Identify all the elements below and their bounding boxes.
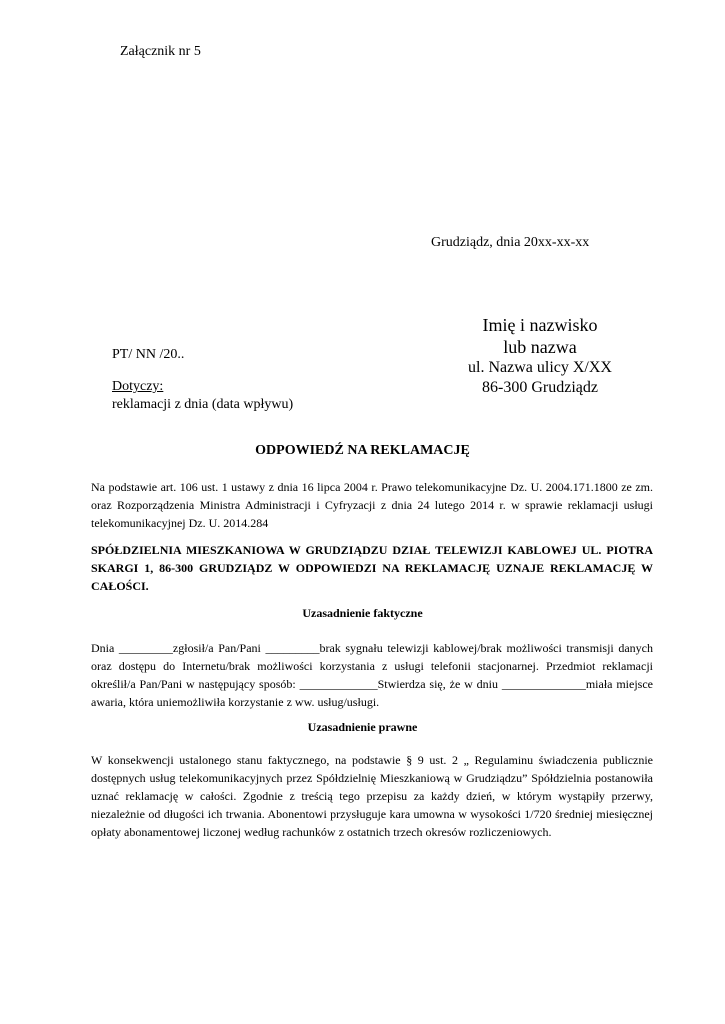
legal-justification-heading: Uzasadnienie prawne	[307, 720, 418, 734]
legal-basis-intro-paragraph: Na podstawie art. 106 ust. 1 ustawy z dnia 16 lipca 2004 r. Prawo telekomunikacyjne Dz. U. 2004.171.1800 ze zm. oraz Rozporządzenia Ministra Administracji i Cyfryzacji z dnia 24 lutego 2014 r. w sprawie reklamacji usługi telekomunikacyjnej Dz. U. 2014.284	[91, 480, 653, 530]
concerns-block	[112, 378, 293, 414]
recipient-name: Imię i nazwisko	[482, 315, 598, 335]
reference-number: PT/ NN /20..	[112, 347, 185, 362]
recipient-city: 86-300 Grudziądz	[482, 379, 598, 396]
place-and-date: Grudziądz, dnia 20xx-xx-xx	[431, 235, 590, 250]
recipient-address-block	[440, 314, 640, 398]
document-title: ODPOWIEDŹ NA REKLAMACJĘ	[255, 443, 470, 458]
concerns-text: reklamacji z dnia (data wpływu)	[112, 397, 294, 412]
recipient-name-alt: lub nazwa	[503, 337, 577, 357]
attachment-label: Załącznik nr 5	[120, 44, 201, 59]
factual-justification-heading: Uzasadnienie faktyczne	[302, 606, 423, 620]
factual-justification-paragraph: Dnia _________zgłosił/a Pan/Pani _________brak sygnału telewizji kablowej/brak możliwości transmisji danych oraz dostępu do Internetu/brak możliwości korzystania z usługi telefonii stacjonarnej. Przedmiot reklamacji określił/a Pan/Pani w następujący sposób: _____________Stwierdza się, że w dniu ______________miała miejsce awaria, która uniemożliwiła korzystanie z ww. usług/usługi.	[91, 641, 653, 709]
legal-justification-paragraph: W konsekwencji ustalonego stanu faktycznego, na podstawie § 9 ust. 2 „ Regulaminu świadczenia publicznie dostępnych usług telekomunikacyjnych przez Spółdzielnię Mieszkaniową w Grudziądzu” Spółdzielnia postanowiła uznać reklamację w całości. Zgodnie z treścią tego przepisu za każdy dzień, w którym wystąpiły przerwy, niezależnie od długości ich trwania. Abonentowi przysługuje kara umowna w wysokości 1/720 średniej miesięcznej opłaty abonamentowej liczonej według rachunków z ostatnich trzech okresów rozliczeniowych.	[91, 753, 653, 839]
concerns-label: Dotyczy:	[112, 379, 164, 394]
decision-paragraph: SPÓŁDZIELNIA MIESZKANIOWA W GRUDZIĄDZU DZIAŁ TELEWIZJI KABLOWEJ UL. PIOTRA SKARGI 1, 86-300 GRUDZIĄDZ W ODPOWIEDZI NA REKLAMACJĘ UZNAJE REKLAMACJĘ W CAŁOŚCI.	[91, 543, 653, 593]
recipient-street: ul. Nazwa ulicy X/XX	[468, 359, 612, 376]
